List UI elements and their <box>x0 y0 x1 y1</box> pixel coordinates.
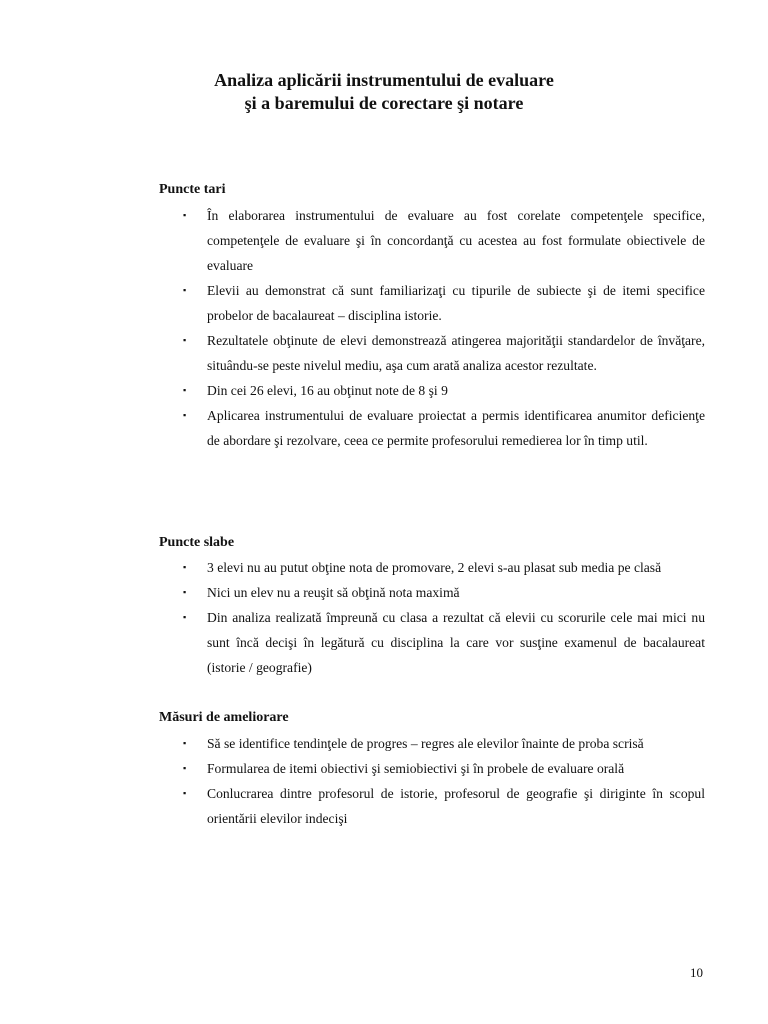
list-item <box>0 580 768 605</box>
list-item-text: Nici un elev nu a reuşit să obţină nota maximă <box>207 585 460 600</box>
bullet-icon: ▪ <box>183 763 187 773</box>
list-item-text: Conlucrarea dintre profesorul de istorie, profesorul de geografie şi diriginte în scopul orientării elevilor indecişi <box>207 786 705 826</box>
bullet-icon: ▪ <box>183 738 187 748</box>
list-item-text: În elaborarea instrumentului de evaluare au fost corelate competenţele specifice, competenţele de evaluare şi în concordanţă cu acestea au fost formulate obiectivele de evaluare <box>207 208 705 273</box>
bullet-icon: ▪ <box>183 285 187 295</box>
list-item-text: Din cei 26 elevi, 16 au obţinut note de 8 şi 9 <box>207 383 448 398</box>
bullet-icon: ▪ <box>183 612 187 622</box>
list-item <box>0 605 768 680</box>
list-item <box>0 278 768 328</box>
list-item-text: Aplicarea instrumentului de evaluare proiectat a permis identificarea anumitor deficienţe de abordare şi rezolvare, ceea ce permite profesorului remedierea lor în timp util. <box>207 408 705 448</box>
list-item <box>0 378 768 403</box>
document-title-line-2: şi a baremului de corectare şi notare <box>244 93 524 113</box>
bullet-icon: ▪ <box>183 410 187 420</box>
puncte-tari-list <box>0 203 768 453</box>
list-item <box>0 781 768 831</box>
document-title-line-1: Analiza aplicării instrumentului de evaluare <box>214 70 554 90</box>
list-item-text: Formularea de itemi obiectivi şi semiobiectivi şi în probele de evaluare orală <box>207 761 625 776</box>
list-item-text: Rezultatele obţinute de elevi demonstrează atingerea majorităţii standardelor de învăţare, situându-se peste nivelul mediu, aşa cum arată analiza acestor rezultate. <box>207 333 705 373</box>
list-item <box>0 731 768 756</box>
list-item <box>0 403 768 453</box>
section-heading-puncte-slabe: Puncte slabe <box>159 535 235 550</box>
page-number: 10 <box>690 965 703 980</box>
list-item <box>0 328 768 378</box>
section-heading-puncte-tari: Puncte tari <box>159 182 226 197</box>
list-item-text: Să se identifice tendinţele de progres – regres ale elevilor înainte de proba scrisă <box>207 736 644 751</box>
masuri-de-ameliorare-list <box>0 731 768 831</box>
bullet-icon: ▪ <box>183 562 187 572</box>
bullet-icon: ▪ <box>183 788 187 798</box>
section-heading-masuri-de-ameliorare: Măsuri de ameliorare <box>159 710 289 725</box>
list-item <box>0 555 768 580</box>
bullet-icon: ▪ <box>183 335 187 345</box>
list-item-text: 3 elevi nu au putut obţine nota de promovare, 2 elevi s-au plasat sub media pe clasă <box>207 560 662 575</box>
list-item-text: Elevii au demonstrat că sunt familiarizaţi cu tipurile de subiecte şi de itemi specifice probelor de bacalaureat – disciplina istorie. <box>207 283 705 323</box>
puncte-slabe-list <box>0 555 768 680</box>
bullet-icon: ▪ <box>183 587 187 597</box>
list-item <box>0 756 768 781</box>
bullet-icon: ▪ <box>183 385 187 395</box>
list-item <box>0 203 768 278</box>
list-item-text: Din analiza realizată împreună cu clasa a rezultat că elevii cu scorurile cele mai mici nu sunt încă decişi în legătură cu disciplina la care vor susţine examenul de bacalaureat (istorie / geografie) <box>207 610 705 675</box>
bullet-icon: ▪ <box>183 210 187 220</box>
